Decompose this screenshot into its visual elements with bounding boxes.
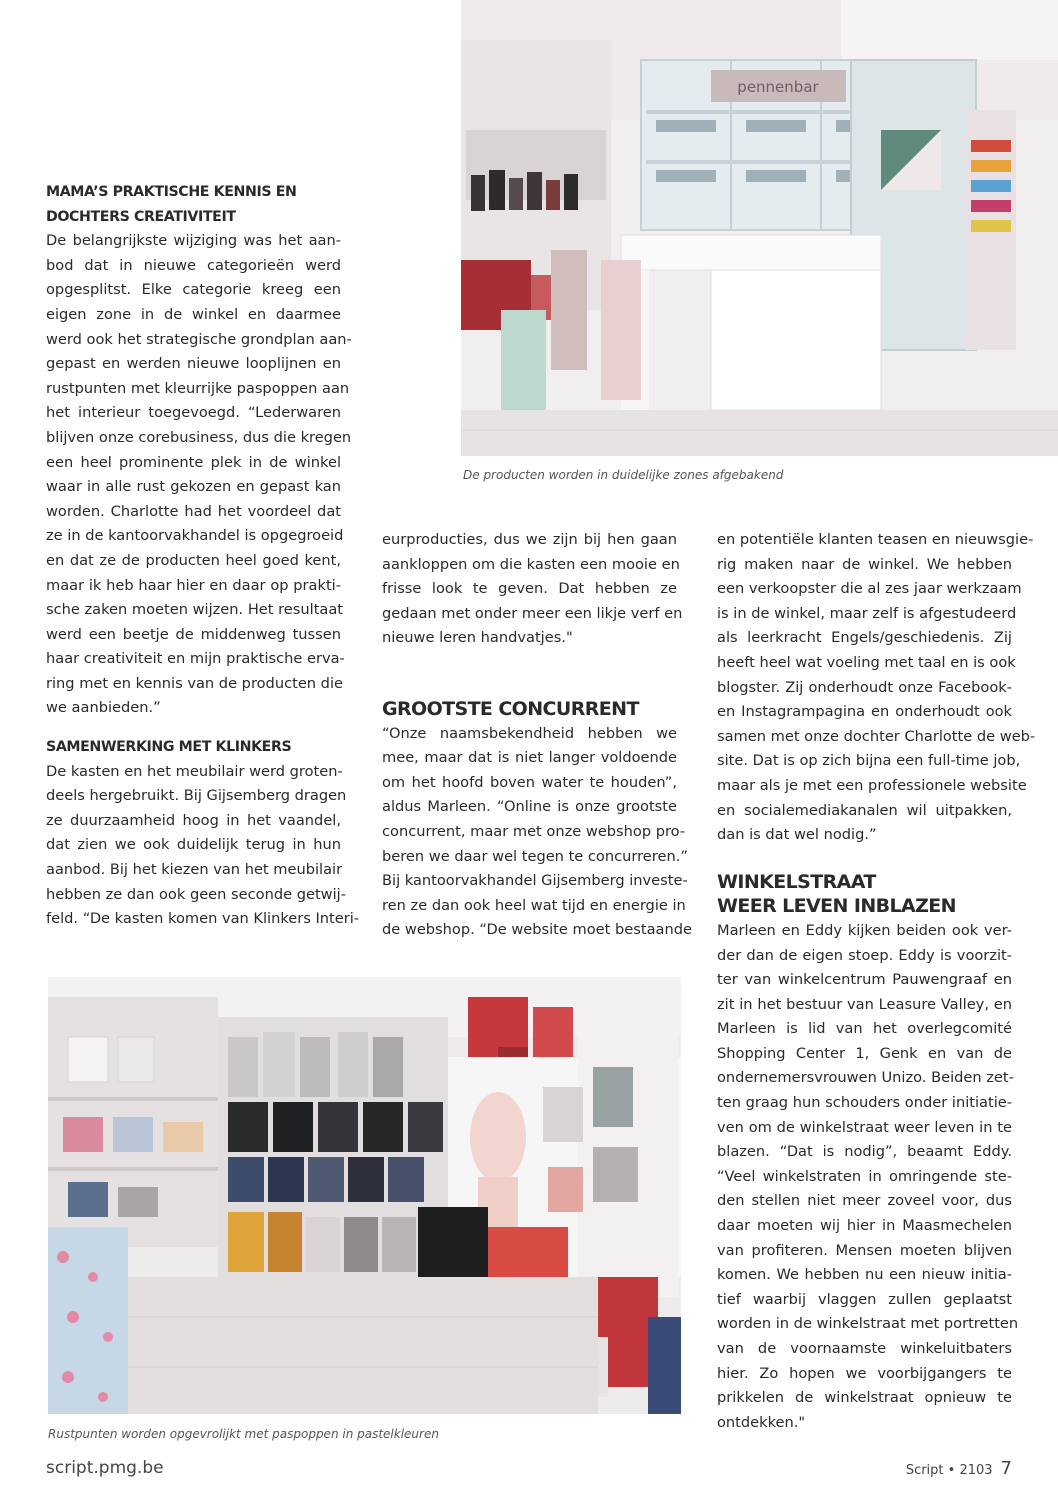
text-line: worden. Charlotte had het voordeel dat: [46, 502, 341, 520]
text-line: dat zien we ook duidelijk terug in hun: [46, 836, 341, 854]
text-line: dan is dat wel nodig.”: [717, 826, 877, 844]
text-line: ven om de winkelstraat weer leven in te: [717, 1118, 1012, 1136]
text-line: blogster. Zij onderhoudt onze Facebook-: [717, 678, 1012, 696]
paragraph-website: [717, 528, 1036, 848]
text-line: nieuwe leren handvatjes.": [382, 629, 573, 647]
text-line: gedaan met onder meer een likje verf en: [382, 604, 683, 622]
text-line: ter van winkelcentrum Pauwengraaf en: [717, 971, 1012, 989]
text-line: werd ook het strategische grondplan aan-: [46, 330, 352, 348]
text-line: een heel prominente plek in de winkel: [46, 453, 341, 471]
text-line: hebben ze dan ook geen seconde getwij-: [46, 885, 346, 903]
photo-store-interior-art: [461, 0, 1058, 456]
text-line: beren we daar wel tegen te concurreren.”: [382, 847, 688, 865]
text-line: en dat ze de producten heel goed kent,: [46, 551, 341, 569]
text-line: mee, maar dat is niet langer voldoende: [382, 749, 677, 767]
text-line: “Veel winkelstraten in omringende ste-: [717, 1167, 1012, 1185]
section-heading-klinkers: SAMENWERKING MET KLINKERS: [46, 739, 292, 756]
text-line: ze in de kantoorvakhandel is opgegroeid: [46, 527, 344, 545]
section-heading-winkelstraat: [717, 870, 1012, 919]
text-line: het interieur toegevoegd. “Lederwaren: [46, 404, 341, 422]
text-line: feld. “De kasten komen van Klinkers Interi-: [46, 910, 360, 928]
heading-line: DOCHTERS CREATIVITEIT: [46, 208, 236, 225]
text-line: als leerkracht Engels/geschiedenis. Zij: [717, 629, 1012, 647]
pennenbar-sign: pennenbar: [737, 78, 819, 96]
photo-top-caption: De producten worden in duidelijke zones afgebakend: [463, 468, 784, 482]
column-1: [46, 180, 360, 932]
text-line: ring met en kennis van de producten die: [46, 674, 343, 692]
text-line: worden in de winkelstraat met portretten: [717, 1315, 1019, 1333]
text-line: we aanbieden.”: [46, 699, 161, 717]
text-line: bod dat in nieuwe categorieën werd: [46, 256, 341, 274]
section-heading-mamas-kennis: [46, 180, 341, 229]
photo-store-interior: [461, 0, 1058, 456]
text-line: frisse look te geven. Dat hebben ze: [382, 580, 677, 598]
text-line: deels hergebruikt. Bij Gijsemberg dragen: [46, 787, 347, 805]
column-3: [717, 528, 1036, 1435]
text-line: De belangrijkste wijziging was het aan-: [46, 232, 341, 250]
text-line: ze duurzaamheid hoog in het vaandel,: [46, 811, 341, 829]
heading-line: WEER LEVEN INBLAZEN: [717, 895, 956, 918]
text-line: ontdekken.": [717, 1413, 806, 1431]
text-line: en Instagrampagina en onderhoudt ook: [717, 703, 1012, 721]
text-line: haar creativiteit en mijn praktische erva-: [46, 650, 345, 668]
text-line: ren ze dan ook heel wat tijd en energie in: [382, 896, 686, 914]
text-line: aanbod. Bij het kiezen van het meubilair: [46, 861, 343, 879]
paragraph-concurrent: [382, 722, 692, 943]
text-line: rustpunten met kleurrijke paspoppen aan: [46, 379, 350, 397]
text-line: zit in het bestuur van Leasure Valley, en: [717, 995, 1012, 1013]
paragraph-klinkers-vervolg: [382, 528, 683, 651]
text-line: aankloppen om die kasten een mooie en: [382, 555, 680, 573]
paragraph-categorieen: [46, 229, 352, 721]
text-line: Shopping Center 1, Genk en van de: [717, 1044, 1012, 1062]
footer-issue-label: Script • 2103: [905, 1463, 993, 1478]
text-line: Bij kantoorvakhandel Gijsemberg investe-: [382, 872, 688, 890]
heading-line: MAMA’S PRAKTISCHE KENNIS EN: [46, 184, 297, 200]
text-line: site. Dat is op zich bijna een full-time job,: [717, 752, 1021, 770]
text-line: om het hoofd boven water te houden”,: [382, 773, 677, 791]
text-line: rig maken naar de winkel. We hebben: [717, 555, 1012, 573]
text-line: concurrent, maar met onze webshop pro-: [382, 822, 686, 840]
text-line: maar ik heb haar hier en daar op prakti-: [46, 576, 341, 594]
text-line: tief waarbij vlaggen zullen geplaatst: [717, 1290, 1012, 1308]
text-line: hier. Zo hopen we voorbijgangers te: [717, 1364, 1012, 1382]
text-line: samen met onze dochter Charlotte de web-: [717, 727, 1036, 745]
text-line: eurproducties, dus we zijn bij hen gaan: [382, 531, 677, 548]
text-line: ondernemersvrouwen Unizo. Beiden zet-: [717, 1069, 1014, 1087]
text-line: aldus Marleen. “Online is onze grootste: [382, 798, 677, 816]
text-line: blazen. “Dat is nodig”, beaamt Eddy.: [717, 1143, 1012, 1161]
section-heading-concurrent: GROOTSTE CONCURRENT: [382, 697, 639, 720]
text-line: is in de winkel, maar zelf is afgestudeerd: [717, 604, 1017, 622]
text-line: van de voornaamste winkeluitbaters: [717, 1340, 1012, 1357]
photo-luggage-display: [48, 977, 681, 1414]
text-line: de webshop. “De website moet bestaande: [382, 921, 692, 939]
column-2: [382, 528, 692, 943]
text-line: komen. We hebben nu een nieuw initia-: [717, 1266, 1012, 1284]
page-number: 7: [1000, 1458, 1012, 1479]
text-line: De kasten en het meubilair werd groten-: [46, 762, 343, 780]
text-line: waar in alle rust gekozen en gepast kan: [46, 478, 341, 496]
text-line: werd een beetje de middenweg tussen: [46, 625, 341, 643]
paragraph-winkelstraat: [717, 919, 1019, 1435]
text-line: Marleen is lid van het overlegcomité: [717, 1020, 1012, 1038]
photo-bottom-caption: Rustpunten worden opgevrolijkt met paspoppen in pastelkleuren: [48, 1427, 439, 1441]
text-line: eigen zone in de winkel en daarmee: [46, 305, 341, 323]
text-line: en socialemediakanalen wil uitpakken,: [717, 801, 1012, 819]
text-line: en potentiële klanten teasen en nieuwsgie-: [717, 531, 1034, 548]
text-line: gepast en werden nieuwe looplijnen en: [46, 355, 341, 373]
text-line: een verkoopster die al zes jaar werkzaam: [717, 580, 1022, 598]
text-line: “Onze naamsbekendheid hebben we: [382, 724, 677, 742]
text-line: blijven onze corebusiness, dus die kregen: [46, 428, 352, 446]
footer-issue: [906, 1458, 1012, 1479]
text-line: van profiteren. Mensen moeten blijven: [717, 1241, 1012, 1259]
text-line: der dan de eigen stoep. Eddy is voorzit-: [717, 946, 1012, 964]
text-line: heeft heel wat voeling met taal en is ook: [717, 653, 1016, 671]
heading-line: WINKELSTRAAT: [717, 870, 876, 893]
text-line: den stellen niet meer zoveel voor, dus: [717, 1192, 1012, 1210]
text-line: Marleen en Eddy kijken beiden ook ver-: [717, 921, 1012, 939]
text-line: ten graag hun schouders onder initiatie-: [717, 1094, 1012, 1112]
text-line: opgesplitst. Elke categorie kreeg een: [46, 281, 341, 299]
text-line: sche zaken moeten wijzen. Het resultaat: [46, 601, 344, 619]
photo-luggage-display-art: [48, 977, 681, 1414]
footer-url-link[interactable]: script.pmg.be: [46, 1458, 164, 1478]
text-line: maar als je met een professionele website: [717, 776, 1027, 794]
paragraph-meubilair: [46, 760, 360, 932]
text-line: daar moeten wij hier in Maasmechelen: [717, 1217, 1012, 1235]
text-line: prikkelen de winkelstraat opnieuw te: [717, 1389, 1012, 1407]
